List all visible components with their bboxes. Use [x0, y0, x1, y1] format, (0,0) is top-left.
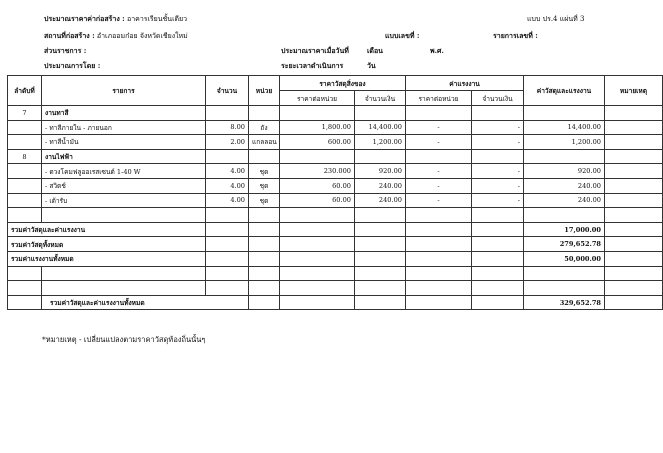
form-number: แบบ ปร.4 แผ่นที่ 3: [527, 15, 585, 23]
row-total: 14,400.00: [524, 120, 605, 135]
building-name: อาคารเรียนชั้นเดียว: [127, 15, 188, 23]
estimate-date-label: ประมาณราคาเมื่อวันที่: [281, 46, 349, 55]
item-qty: 8.00: [206, 120, 249, 135]
material-unit-price: 1,800.00: [280, 120, 355, 135]
labor-amount: -: [472, 120, 524, 135]
labor-amount: -: [472, 178, 524, 193]
material-unit-price: 600.00: [280, 135, 355, 150]
labor-unit-price: -: [406, 120, 472, 135]
bill-of-quantities-table: [7, 75, 663, 310]
header-labor-group: ค่าแรงงาน: [406, 76, 524, 91]
table-row: [8, 135, 663, 150]
item-name: - เต้ารับ: [42, 193, 206, 208]
section-row: [8, 106, 663, 121]
site-label: สถานที่ก่อสร้าง :: [44, 31, 95, 40]
material-amount: 1,200.00: [355, 135, 406, 150]
section-title: งานไฟฟ้า: [42, 149, 206, 164]
item-unit: ชุด: [249, 193, 280, 208]
section-row: [8, 149, 663, 164]
material-amount: 920.00: [355, 164, 406, 179]
header-remark: หมายเหตุ: [605, 76, 663, 106]
item-unit: แกลลอน: [249, 135, 280, 150]
table-row: [8, 178, 663, 193]
item-name: - ดวงโคมฟลูออเรสเซนต์ 1-40 W: [42, 164, 206, 179]
item-qty: 4.00: [206, 193, 249, 208]
header-item: รายการ: [42, 76, 206, 106]
section-number: 7: [8, 106, 42, 121]
material-unit-price: 230.000: [280, 164, 355, 179]
header-labor-unit-price: ราคาต่อหน่วย: [406, 91, 472, 106]
header-unit: หน่วย: [249, 76, 280, 106]
row-total: 920.00: [524, 164, 605, 179]
summary-value: 17,000.00: [524, 222, 605, 237]
labor-unit-price: -: [406, 178, 472, 193]
header-no: ลำดับที่: [8, 76, 42, 106]
labor-amount: -: [472, 164, 524, 179]
summary-value: 50,000.00: [524, 251, 605, 266]
header-material-unit-price: ราคาต่อหน่วย: [280, 91, 355, 106]
item-qty: 4.00: [206, 178, 249, 193]
department-label: ส่วนราชการ :: [44, 46, 87, 55]
item-number-label: รายการเลขที่ :: [493, 31, 538, 40]
header-qty: จำนวน: [206, 76, 249, 106]
item-name: - สวิตช์: [42, 178, 206, 193]
row-total: 1,200.00: [524, 135, 605, 150]
empty-row: [8, 266, 663, 281]
table-row: [8, 120, 663, 135]
footnote: *หมายเหตุ - เปลี่ยนแปลงตามราคาวัสดุท้องถิ่นนั้นๆ: [42, 335, 206, 344]
month-label: เดือน: [367, 46, 383, 55]
item-unit: ชุด: [249, 178, 280, 193]
site-value: อำเภออมก๋อย จังหวัดเชียงใหม่: [96, 32, 188, 40]
days-label: วัน: [367, 61, 376, 70]
labor-unit-price: -: [406, 135, 472, 150]
labor-amount: -: [472, 193, 524, 208]
header-total: ค่าวัสดุและแรงงาน: [524, 76, 605, 106]
header-labor-amount: จำนวนเงิน: [472, 91, 524, 106]
table-row: [8, 164, 663, 179]
grand-total-value: 329,652.78: [524, 295, 605, 310]
estimate-title-label: ประมาณราคาค่าก่อสร้าง :: [44, 14, 125, 23]
summary-label: รวมค่าวัสดุและค่าแรงงาน: [8, 222, 206, 237]
material-amount: 240.00: [355, 193, 406, 208]
grand-total-label: รวมค่าวัสดุและค่าแรงงานทั้งหมด: [42, 295, 249, 310]
section-title: งานทาสี: [42, 106, 206, 121]
item-unit: ถัง: [249, 120, 280, 135]
empty-row: [8, 208, 663, 223]
section-number: 8: [8, 149, 42, 164]
summary-label: รวมค่าแรงงานทั้งหมด: [8, 251, 206, 266]
estimated-by-label: ประมาณการโดย :: [44, 61, 101, 70]
plan-number-label: แบบเลขที่ :: [385, 31, 420, 40]
summary-row: [8, 222, 663, 237]
material-amount: 14,400.00: [355, 120, 406, 135]
labor-unit-price: -: [406, 193, 472, 208]
header-material-group: ราคาวัสดุสิ่งของ: [280, 76, 406, 91]
summary-row: [8, 251, 663, 266]
table-header-row: [8, 76, 663, 91]
item-qty: 2.00: [206, 135, 249, 150]
spacer-row: [8, 281, 663, 296]
item-unit: ชุด: [249, 164, 280, 179]
item-name: - ทาสีน้ำมัน: [42, 135, 206, 150]
duration-label: ระยะเวลาดำเนินการ: [281, 61, 344, 70]
material-unit-price: 60.00: [280, 193, 355, 208]
material-amount: 240.00: [355, 178, 406, 193]
item-name: - ทาสีภายใน - ภายนอก: [42, 120, 206, 135]
labor-amount: -: [472, 135, 524, 150]
row-total: 240.00: [524, 193, 605, 208]
summary-value: 279,652.78: [524, 237, 605, 252]
labor-unit-price: -: [406, 164, 472, 179]
site-line: [44, 31, 188, 42]
table-row: [8, 193, 663, 208]
header-material-amount: จำนวนเงิน: [355, 91, 406, 106]
year-label: พ.ศ.: [430, 46, 444, 55]
grand-total-row: [8, 295, 663, 310]
summary-row: [8, 237, 663, 252]
item-qty: 4.00: [206, 164, 249, 179]
material-unit-price: 60.00: [280, 178, 355, 193]
estimate-title-line: [44, 14, 187, 25]
row-total: 240.00: [524, 178, 605, 193]
summary-label: รวมค่าวัสดุทั้งหมด: [8, 237, 206, 252]
